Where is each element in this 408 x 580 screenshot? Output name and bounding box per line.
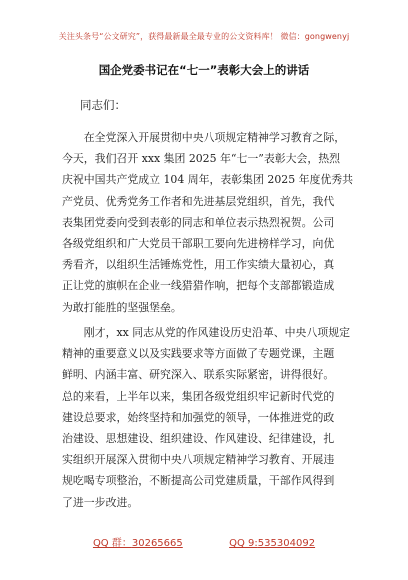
paragraph-line: 产党员、优秀党务工作者和先进基层党组织，首先，我代 [62,194,335,208]
paragraph-line: 鲜明、内涵丰富、研究深入、联系实际紧密，讲得很好。 [62,368,335,382]
footer-contact [0,534,408,549]
paragraph-line: 秀看齐，以组织生活锤炼党性，用工作实绩大量初心，真 [62,258,335,272]
paragraph-line: 各级党组织和广大党员干部职工要向先进榜样学习，向优 [62,236,335,250]
paragraph-line: 刚才，xx 同志从党的作风建设历史沿革、中央八项规定 [62,326,351,339]
qq-label: QQ 9: [229,538,258,549]
paragraph-line: 庆祝中国共产党成立 104 周年，表彰集团 2025 年度优秀共 [62,173,354,187]
document-title: 国企党委书记在“七一”表彰大会上的讲话 [98,63,310,77]
paragraph-line: 精神的重要意义以及实践要求等方面做了专题党课，主题 [62,347,335,361]
paragraph-line: 为敢打能胜的坚强堡垒。 [62,300,182,314]
salutation: 同志们： [80,98,126,112]
paragraph-line: 实组织开展深入贯彻中央八项规定精神学习教育、开展违 [62,453,335,467]
paragraph-line: 正让党的旗帜在企业一线猎猎作响，把每个支部都锻造成 [62,279,335,293]
paragraph-line: 今天，我们召开 xxx 集团 2025 年“七一”表彰大会，热烈 [62,152,341,166]
qq-group-number[interactable]: 30265665 [131,538,183,549]
paragraph-line: 总的来看，上半年以来，集团各级党组织牢记新时代党的 [62,389,335,403]
paragraph-line: 了进一步改进。 [62,495,139,509]
paragraph-line: 建设总要求，始终坚持和加强党的领导，一体推进党的政 [62,410,335,424]
qq-number[interactable]: 535304092 [257,538,316,549]
paragraph-line: 表集团党委向受到表彰的同志和单位表示热烈祝贺。公司 [62,215,335,229]
paragraph-1 [62,127,352,318]
paragraph-2 [62,322,352,513]
paragraph-line: 治建设、思想建设、组织建设、作风建设、纪律建设，扎 [62,431,335,445]
header-banner: 关注头条号“公文研究”，获得最新最全最专业的公文资料库！ 微信：gongwenyj [58,32,350,41]
paragraph-line: 规吃喝专项整治，不断提高公司党建质量，干部作风得到 [62,474,335,488]
qq-group-label: QQ 群： [92,538,132,549]
paragraph-line: 在全党深入开展贯彻中央八项规定精神学习教育之际， [62,131,346,144]
